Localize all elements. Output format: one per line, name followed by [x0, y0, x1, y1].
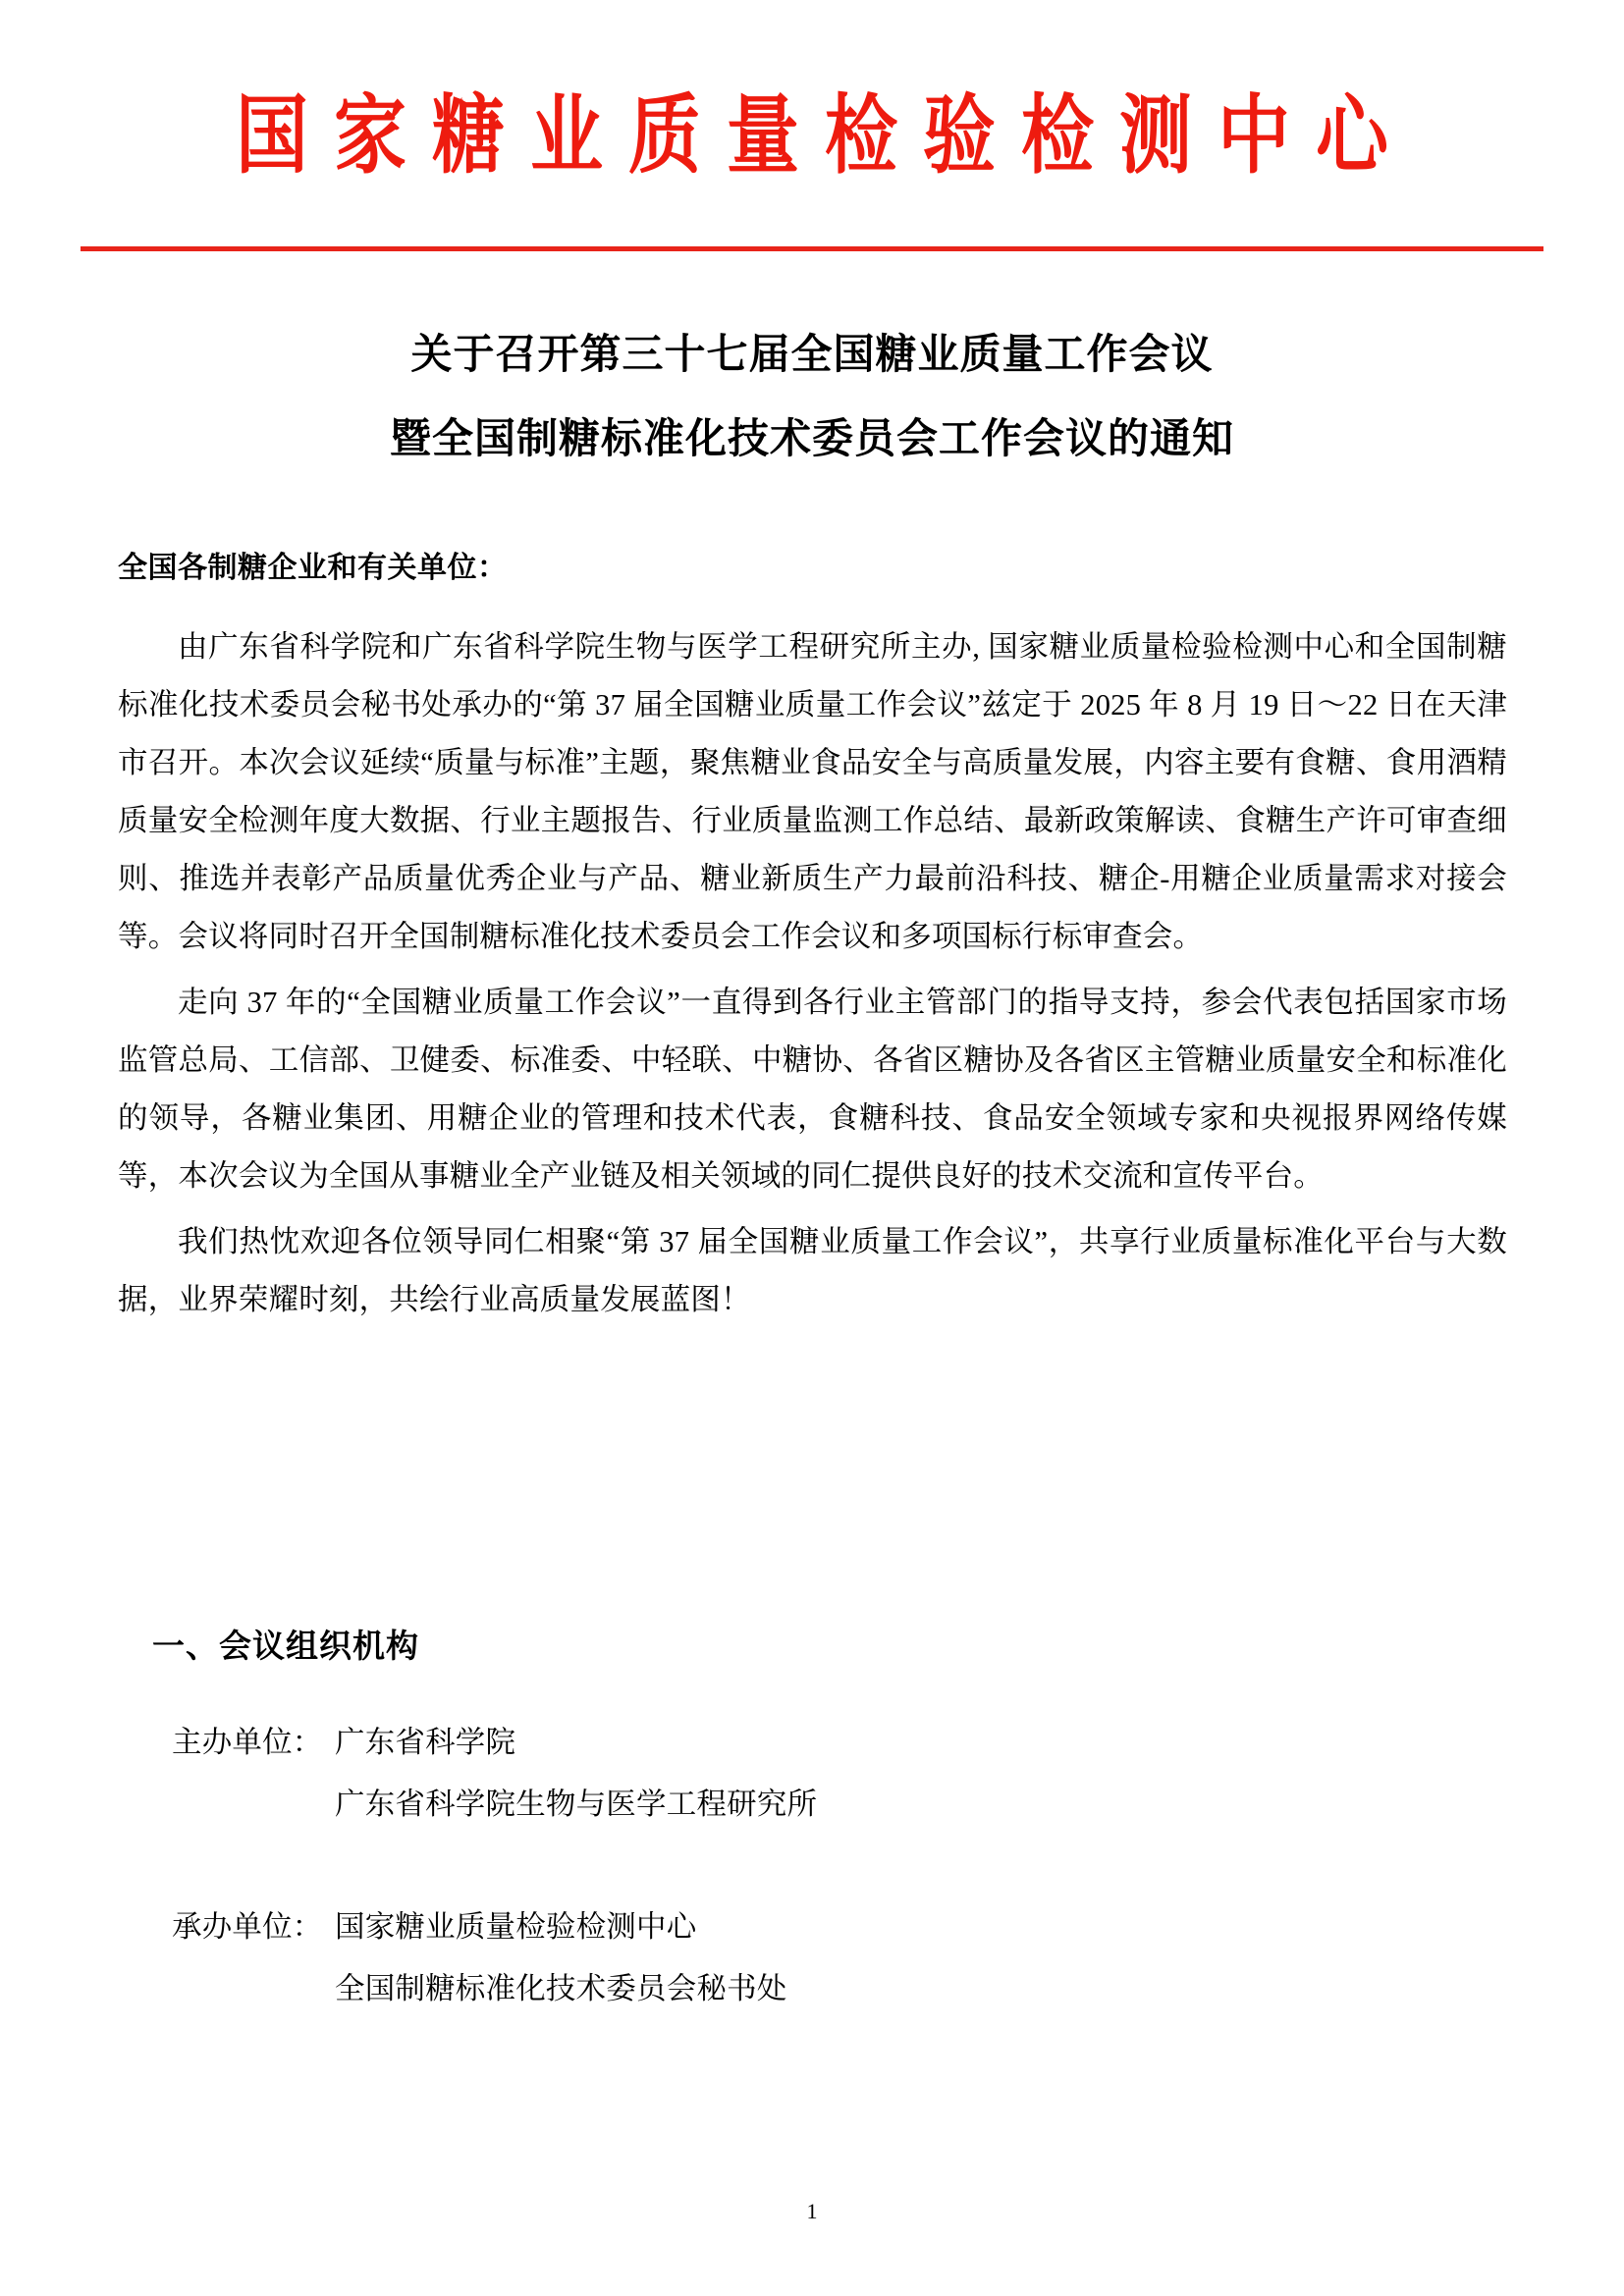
organization-value: 全国制糖标准化技术委员会秘书处 [335, 1972, 787, 2005]
body-paragraph: 由广东省科学院和广东省科学院生物与医学工程研究所主办, 国家糖业质量检验检测中心和全国制糖标准化技术委员会秘书处承办的“第 37 届全国糖业质量工作会议”兹定于 2025 年 8 月 19 日～22 日在天津市召开。本次会议延续“质量与标准”主题，聚焦糖业食品安全与高质量发展，内容主要有食糖、食用酒精质量安全检测年度大数据、行业主题报告、行业质量监测工作总结、最新政策解读、食糖生产许可审查细则、推选并表彰产品质量优秀企业与产品、糖业新质生产力最前沿科技、糖企-用糖企业质量需求对接会等。会议将同时召开全国制糖标准化技术委员会工作会议和多项国标行标审查会。 [118, 630, 1507, 953]
page-footer [0, 2199, 1624, 2224]
organization-list [152, 1712, 1507, 2020]
document-body [118, 546, 1507, 1329]
organization-label: 主办单位： [172, 1726, 323, 1759]
salutation: 全国各制糖企业和有关单位： [118, 552, 508, 584]
letterhead-red-rule [81, 246, 1543, 251]
organization-group [152, 1896, 1507, 2020]
organization-row [152, 1896, 1507, 1958]
organization-row [152, 1712, 1507, 1774]
document-title [0, 312, 1624, 481]
letterhead [0, 89, 1624, 186]
organization-row [152, 1958, 1507, 2020]
letterhead-organization-title: 国家糖业质量检验检测中心 [236, 89, 1414, 186]
organization-row [152, 1774, 1507, 1836]
organization-value: 广东省科学院生物与医学工程研究所 [335, 1788, 818, 1821]
document-title-line-1: 关于召开第三十七届全国糖业质量工作会议 [410, 331, 1214, 377]
organization-group [152, 1712, 1507, 1836]
body-paragraph: 我们热忱欢迎各位领导同仁相聚“第 37 届全国糖业质量工作会议”，共享行业质量标准化平台与大数据，业界荣耀时刻，共绘行业高质量发展蓝图！ [118, 1225, 1507, 1316]
organization-value: 国家糖业质量检验检测中心 [335, 1910, 697, 1944]
organization-label: 承办单位： [172, 1910, 323, 1944]
section-meeting-organization [152, 1622, 1507, 2020]
document-title-line-2: 暨全国制糖标准化技术委员会工作会议的通知 [389, 415, 1234, 461]
organization-value: 广东省科学院 [335, 1726, 516, 1759]
body-paragraph: 走向 37 年的“全国糖业质量工作会议”一直得到各行业主管部门的指导支持，参会代表包括国家市场监管总局、工信部、卫健委、标准委、中轻联、中糖协、各省区糖协及各省区主管糖业质量安全和标准化的领导，各糖业集团、用糖企业的管理和技术代表，食糖科技、食品安全领域专家和央视报界网络传媒等，本次会议为全国从事糖业全产业链及相关领域的同仁提供良好的技术交流和宣传平台。 [118, 986, 1507, 1193]
section-heading: 一、会议组织机构 [152, 1628, 419, 1664]
page-number: 1 [806, 2199, 818, 2223]
